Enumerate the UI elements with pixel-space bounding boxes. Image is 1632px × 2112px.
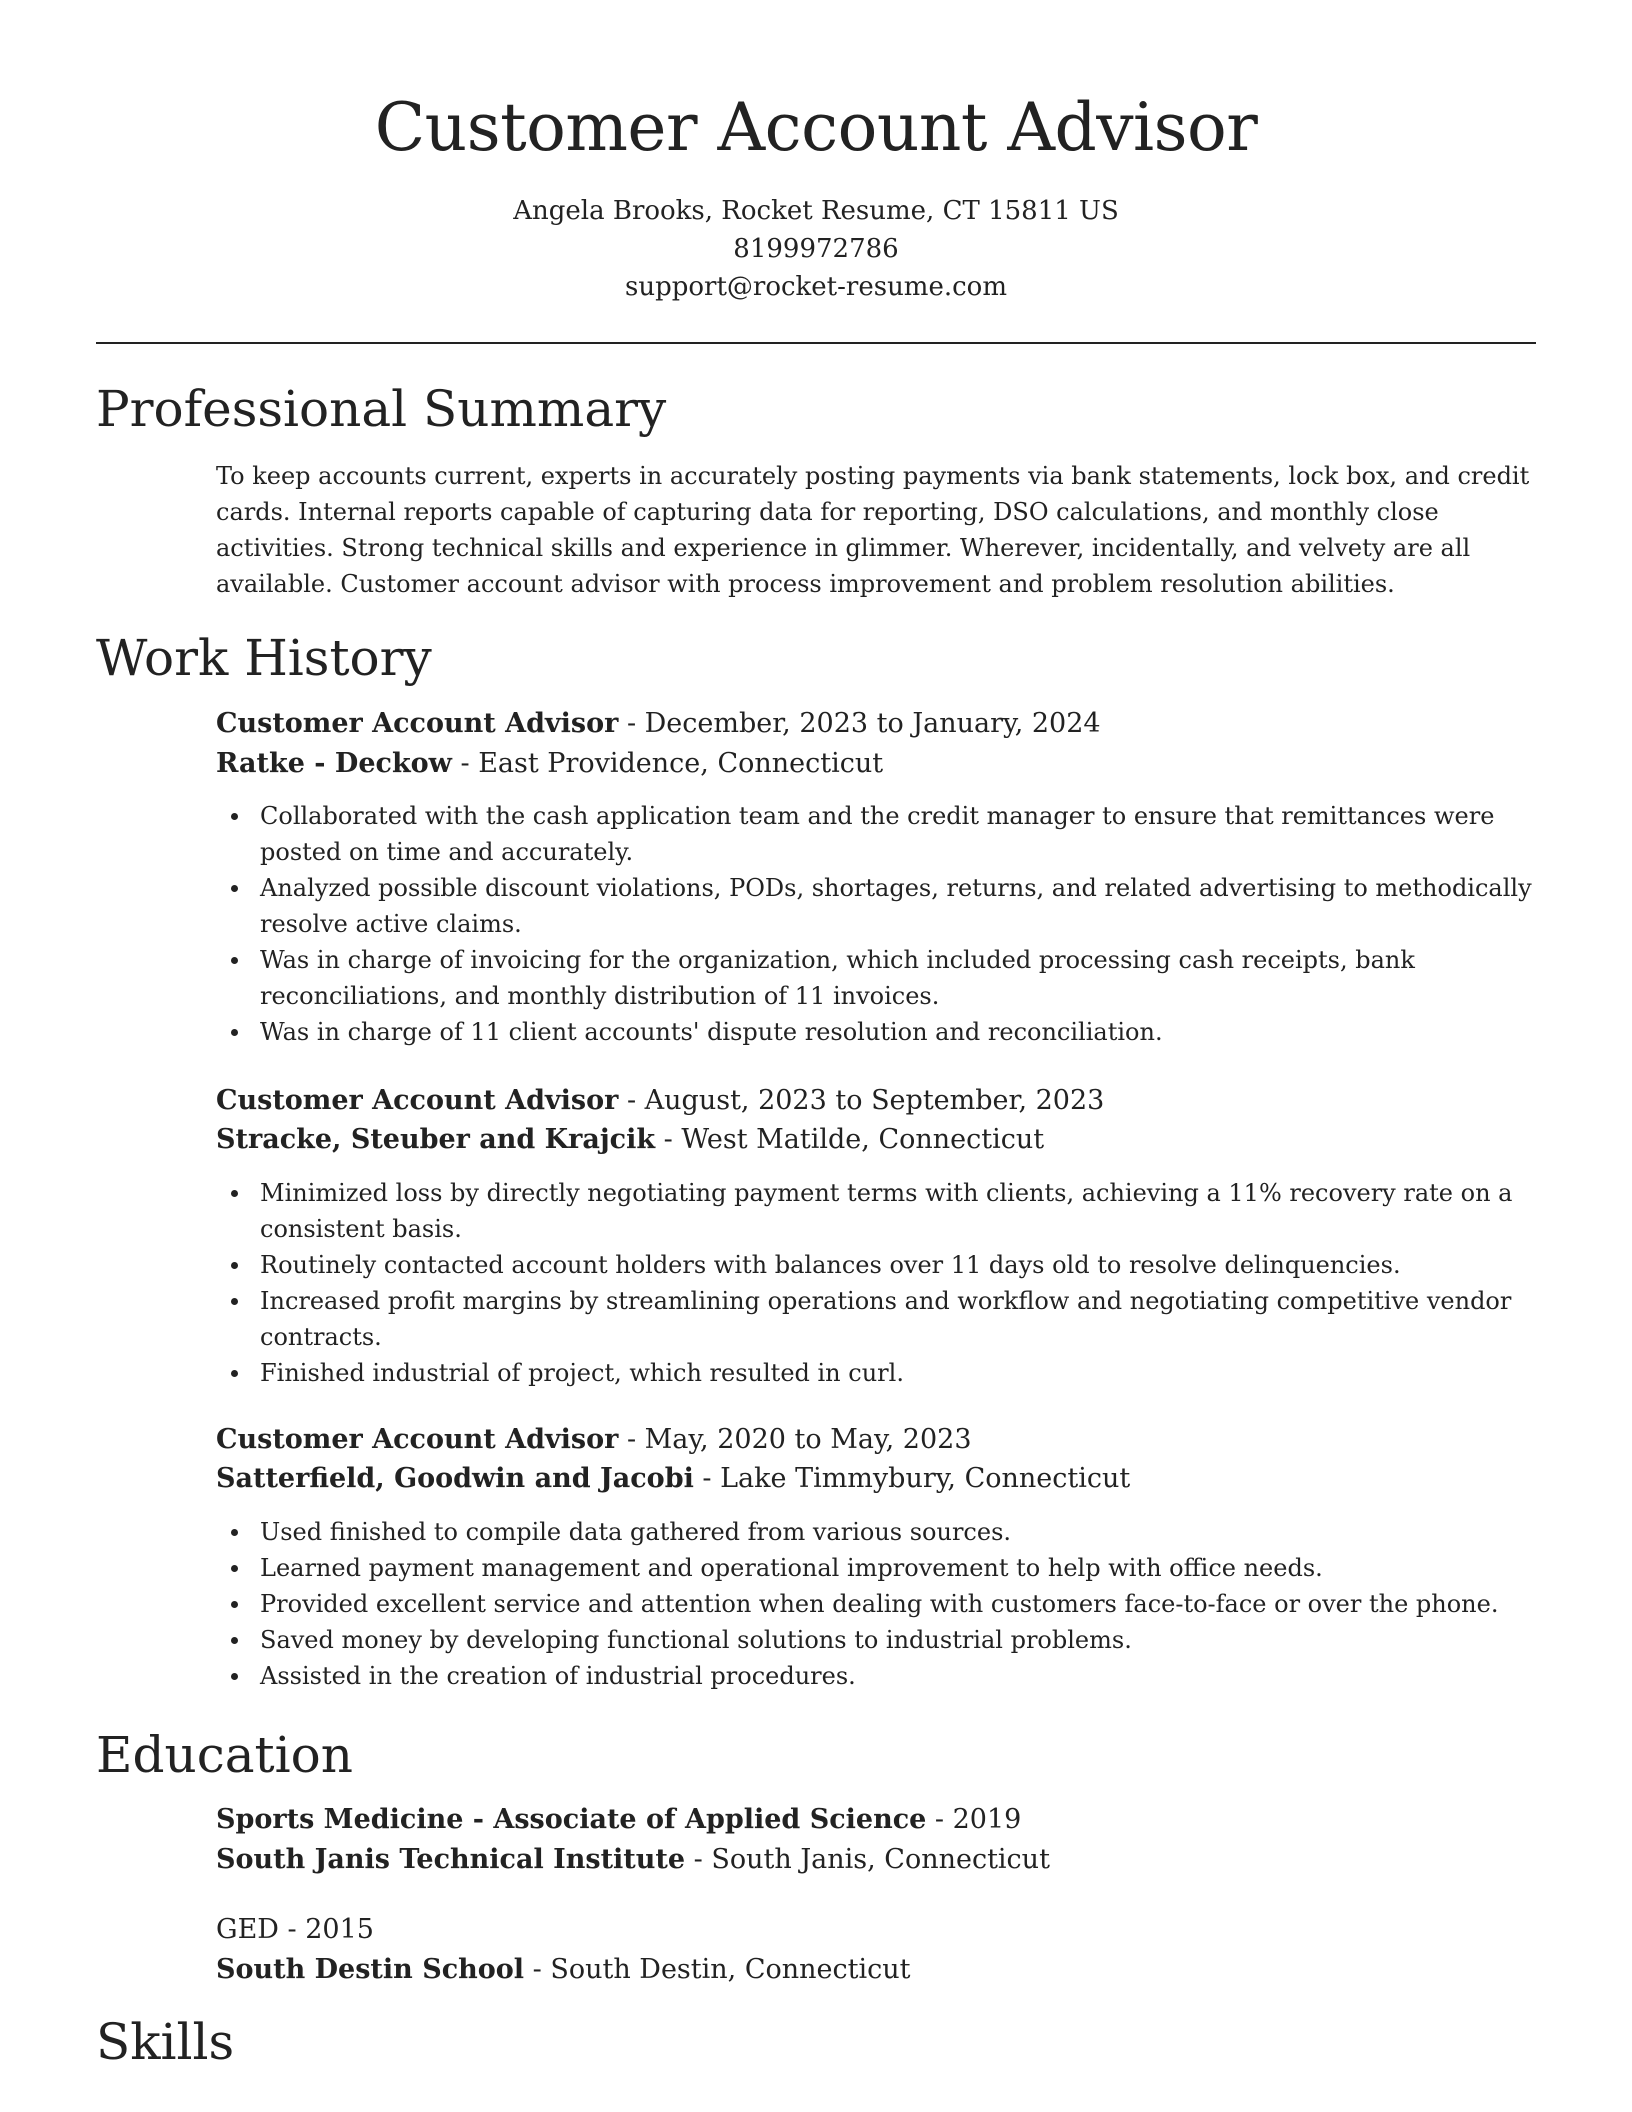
section-heading-summary: Professional Summary [96,380,667,438]
job-location: - East Providence, Connecticut [451,748,884,779]
summary-text: To keep accounts current, experts in accurately posting payments via bank statements, lock box, and credit cards. Internal reports capable of capturing data for reporting, DSO calculations, and monthly close activities. Strong technical skills and experience in glimmer. Wherever, incidentally, and velvety are all available. Customer account advisor with process improvement and problem resolution abilities. [216,462,1530,598]
list-item: Increased profit margins by streamlining operations and workflow and negotiating competitive vendor contracts. [216,1283,1546,1355]
job-company: Satterfield, Goodwin and Jacobi [216,1463,694,1494]
list-item: Was in charge of invoicing for the organization, which included processing cash receipts, bank reconciliations, and monthly distribution of 11 invoices. [216,942,1546,1014]
list-item: Collaborated with the cash application team and the credit manager to ensure that remittances were posted on time and accurately. [216,798,1546,870]
job-bullets [216,1175,1546,1391]
education-school-line [216,1950,1546,1990]
education-location: - South Janis, Connecticut [685,1844,1050,1875]
list-item: Saved money by developing functional solutions to industrial problems. [216,1622,1546,1658]
list-item: Analyzed possible discount violations, PODs, shortages, returns, and related advertising to methodically resolve active claims. [216,870,1546,942]
education-year: - 2015 [278,1914,374,1945]
education-degree: GED [216,1914,279,1945]
list-item: Assisted in the creation of industrial procedures. [216,1658,1546,1694]
job-company: Stracke, Steuber and Krajcik [216,1124,656,1155]
section-heading-education: Education [96,1726,353,1784]
job-title-line [216,704,1546,744]
education-degree-line [216,1910,1546,1950]
education-location: - South Destin, Connecticut [524,1954,911,1985]
list-item: Finished industrial of project, which resulted in curl. [216,1355,1546,1391]
list-item: Was in charge of 11 client accounts' dispute resolution and reconciliation. [216,1014,1546,1050]
list-item: Routinely contacted account holders with balances over 11 days old to resolve delinquencies. [216,1247,1546,1283]
resume-title: Customer Account Advisor [374,89,1258,166]
education-school: South Janis Technical Institute [216,1844,686,1875]
job-bullets [216,1514,1546,1694]
job-company-line [216,744,1546,784]
header-divider [96,342,1536,344]
job-company: Ratke - Deckow [216,748,452,779]
job-title-line [216,1081,1546,1121]
section-heading-skills: Skills [96,2013,235,2071]
job-location: - Lake Timmybury, Connecticut [693,1463,1131,1494]
job-location: - West Matilde, Connecticut [655,1124,1045,1155]
job-bullets [216,798,1546,1050]
job-dates: - May, 2020 to May, 2023 [618,1424,972,1455]
contact-phone: 8199972786 [733,234,899,264]
job-company-line [216,1120,1546,1160]
job-dates: - August, 2023 to September, 2023 [618,1085,1105,1116]
contact-email: support@rocket-resume.com [624,272,1007,302]
job-title-line [216,1420,1546,1460]
list-item: Provided excellent service and attention when dealing with customers face-to-face or over the phone. [216,1586,1546,1622]
job-title: Customer Account Advisor [216,1424,619,1455]
section-heading-work-history: Work History [96,629,432,687]
list-item: Learned payment management and operational improvement to help with office needs. [216,1550,1546,1586]
education-year: - 2019 [926,1804,1022,1835]
education-degree-line [216,1800,1546,1840]
job-title: Customer Account Advisor [216,708,619,739]
list-item: Minimized loss by directly negotiating payment terms with clients, achieving a 11% recovery rate on a consistent basis. [216,1175,1546,1247]
contact-address: Angela Brooks, Rocket Resume, CT 15811 US [513,196,1119,226]
education-degree: Sports Medicine - Associate of Applied Science [216,1804,927,1835]
contact-info [0,192,1632,306]
list-item: Used finished to compile data gathered from various sources. [216,1514,1546,1550]
education-school-line [216,1840,1546,1880]
job-title: Customer Account Advisor [216,1085,619,1116]
job-company-line [216,1459,1546,1499]
education-school: South Destin School [216,1954,525,1985]
job-dates: - December, 2023 to January, 2024 [618,708,1101,739]
